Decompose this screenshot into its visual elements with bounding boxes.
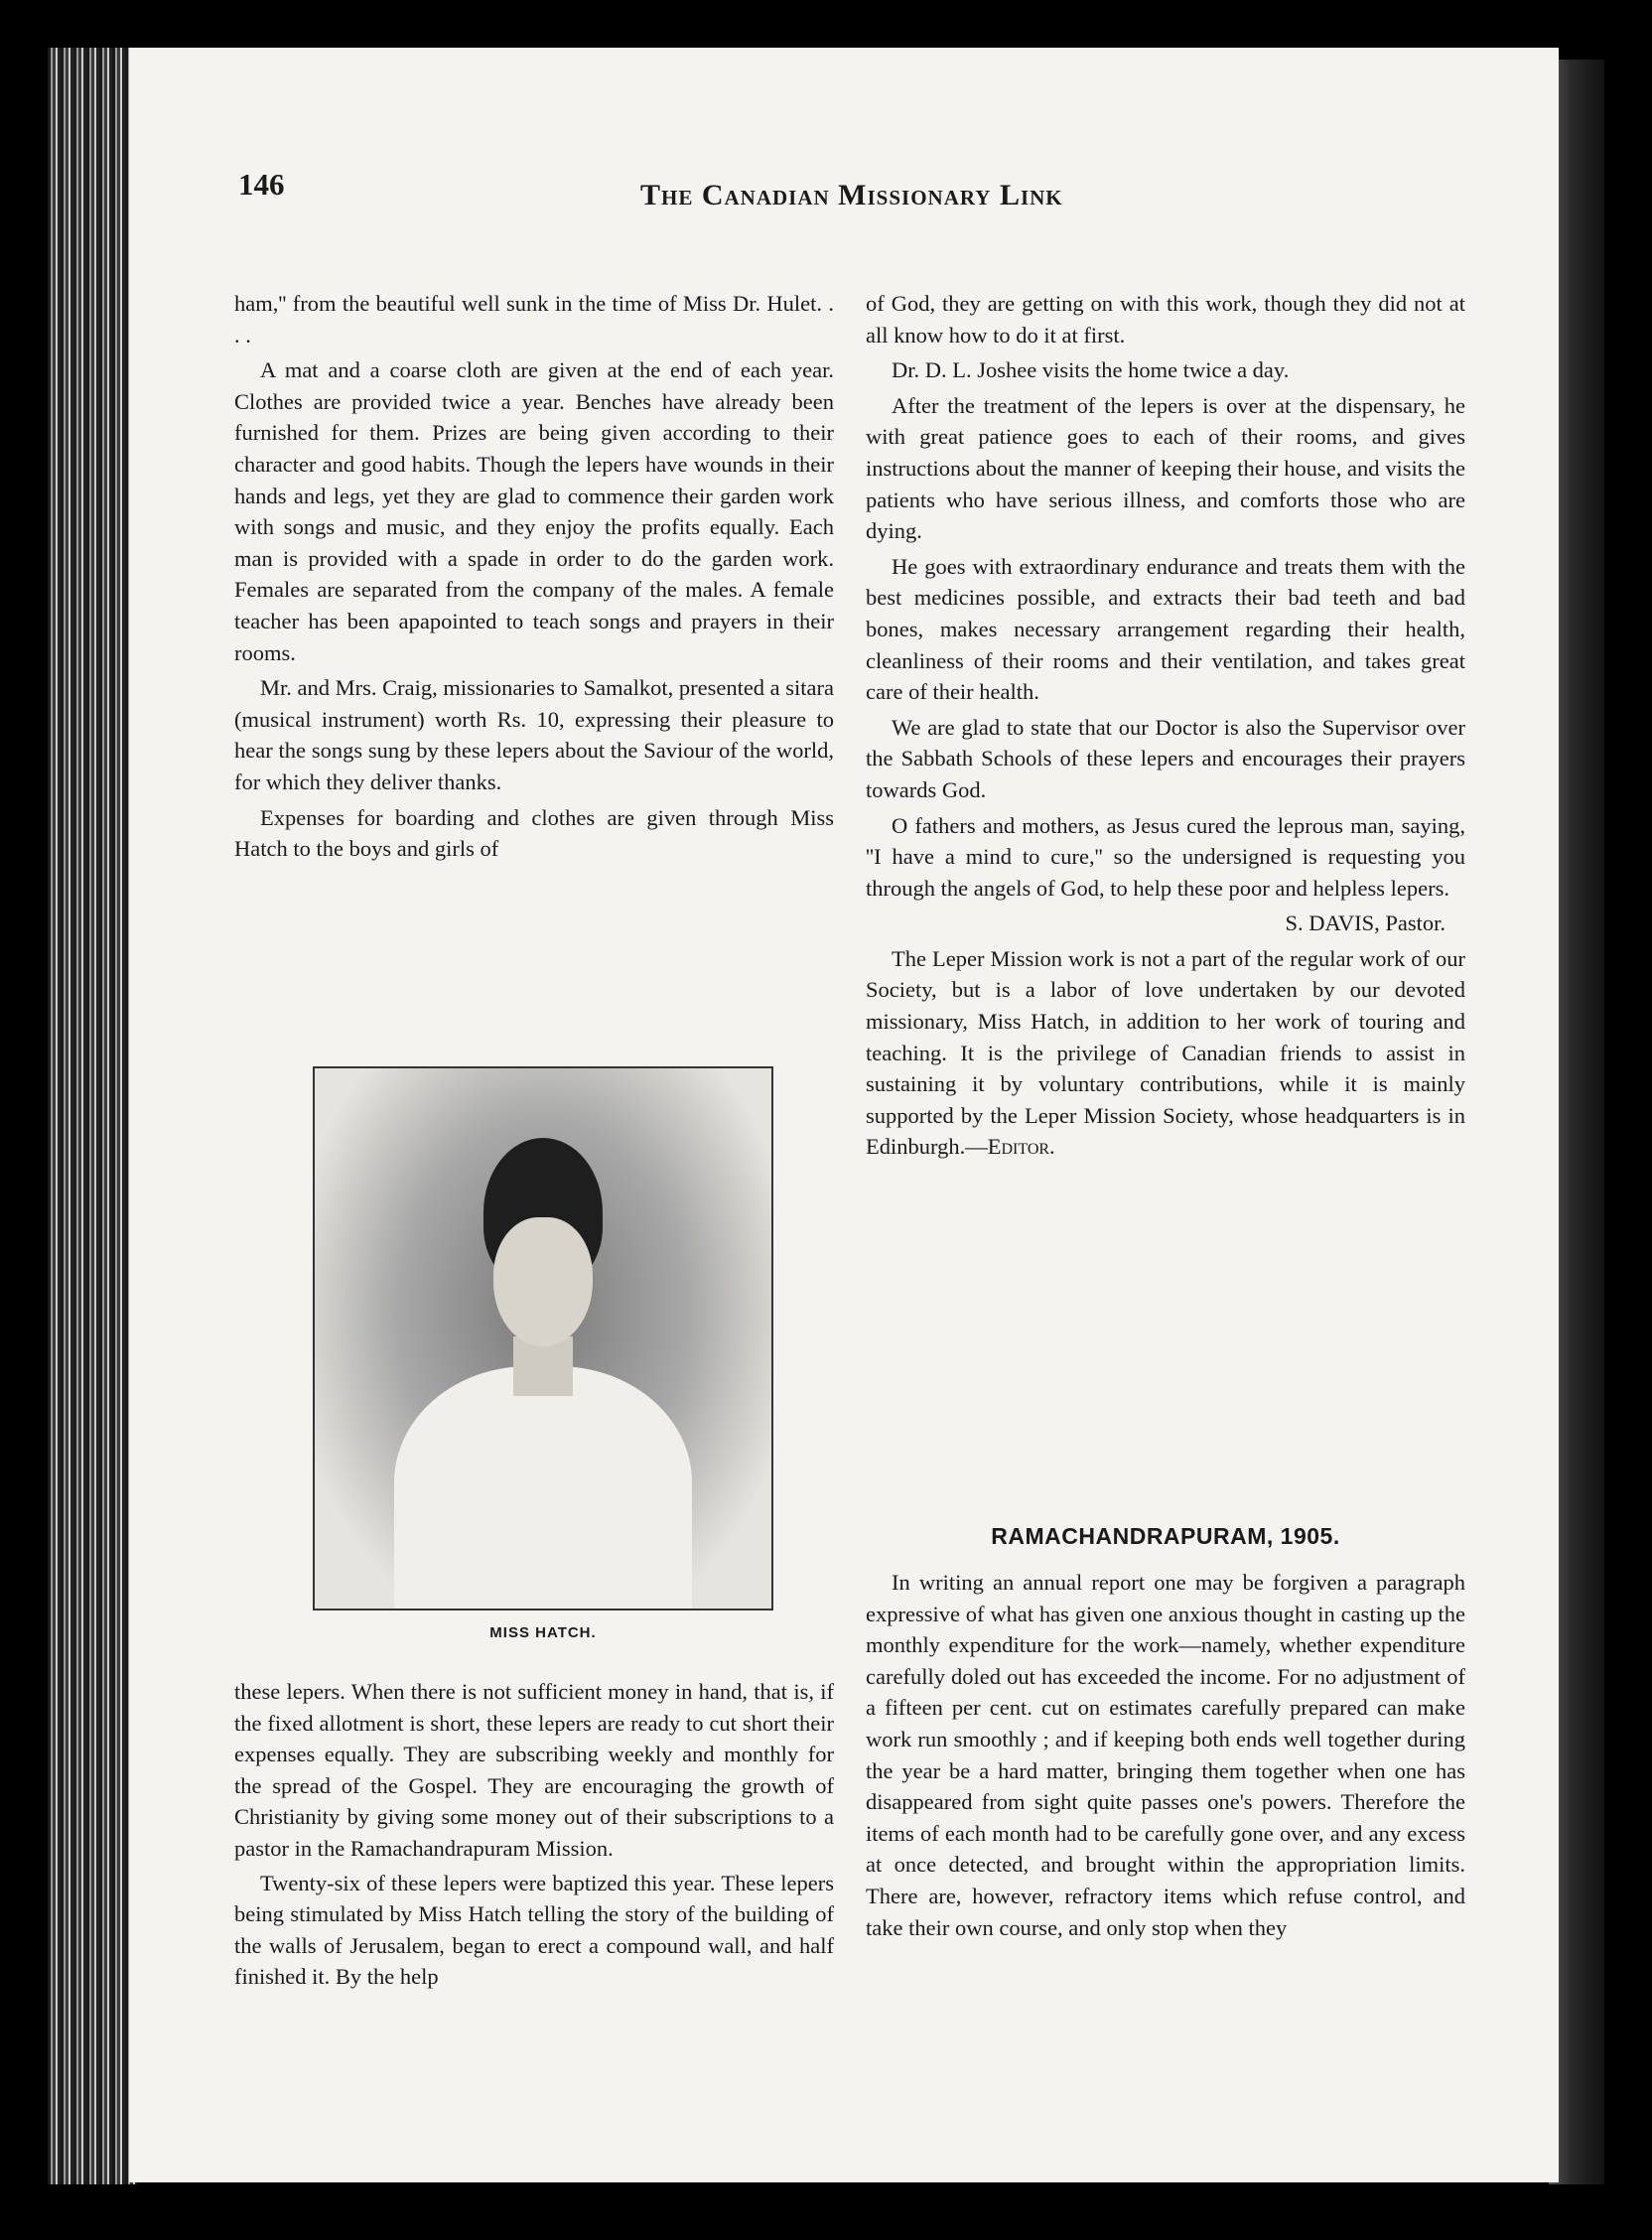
- paragraph: ham,'' from the beautiful well sunk in the time of Miss Dr. Hulet. . . .: [234, 291, 834, 348]
- paragraph: In writing an annual report one may be forgiven a paragraph expressive of what has given one anxious thought in casting up the monthly expenditure for the work—namely, whether expenditure carefully doled out has exceeded the income. For no adjustment of a fifteen per cent. cut on estimates carefully prepared can make work run smoothly ; and if keeping both ends well together during the year be a hard matter, bringing them together when one has disappeared from sight quite passes one's powers. Therefore the items of each month had to be carefully gone over, and any excess at once detected, and brought within the appropriation limits. There are, however, refractory items which refuse control, and take their own course, and only stop when they: [866, 1570, 1465, 1940]
- paragraph: He goes with extraordinary endurance and treats them with the best medicines possible, and extracts their bad teeth and bad bones, makes necessary arrangement regarding their health, cleanliness of their rooms and their ventilation, and takes great care of their health.: [866, 553, 1465, 705]
- right-column-bottom: [866, 1567, 1465, 1943]
- scan-edge: [48, 48, 137, 2184]
- page-number: 146: [238, 167, 285, 202]
- paragraph: these lepers. When there is not sufficient money in hand, that is, if the fixed allotment is short, these lepers are ready to cut short their expenses equally. They are subscribing weekly and monthly for the spread of the Gospel. They are encouraging the growth of Christianity by giving some money out of their subscriptions to a pastor in the Ramachandrapuram Mission.: [234, 1679, 834, 1861]
- section-heading: RAMACHANDRAPURAM, 1905.: [991, 1523, 1340, 1549]
- portrait-photo: [313, 1066, 773, 1610]
- paragraph: Twenty-six of these lepers were baptized this year. These lepers being stimulated by Miss Hatch telling the story of the building of the walls of Jerusalem, began to erect a compound wall, and half finished it. By the help: [234, 1870, 834, 1990]
- editor-sign: —Editor.: [965, 1134, 1055, 1160]
- editor-note-text: The Leper Mission work is not a part of the regular work of our Society, but is a labor of love undertaken by our devoted missionary, Miss Hatch, in addition to her work of touring and teaching. It is the privilege of Canadian friends to assist in sustaining it by voluntary contributions, while it is mainly supported by the Leper Mission Society, whose headquarters is in Edinburgh.: [866, 945, 1465, 1160]
- paragraph: A mat and a coarse cloth are given at the end of each year. Clothes are provided twice a year. Benches have already been furnished for them. Prizes are being given according to their character and good habits. Though the lepers have wounds in their hands and legs, yet they are glad to commence their garden work with songs and music, and they enjoy the profits equally. Each man is provided with a spade in order to do the garden work. Females are separated from the company of the males. A female teacher has been apapointed to teach songs and prayers in their rooms.: [234, 357, 834, 665]
- paragraph: O fathers and mothers, as Jesus cured the leprous man, saying, ''I have a mind to cure,'' so the undersigned is requesting you through the angels of God, to help these poor and helpless lepers.: [866, 812, 1465, 901]
- page: [129, 48, 1559, 2182]
- paragraph: Expenses for boarding and clothes are given through Miss Hatch to the boys and girls of: [234, 804, 834, 862]
- paragraph: Dr. D. L. Joshee visits the home twice a day.: [892, 357, 1290, 383]
- left-column-top: [234, 288, 834, 869]
- paragraph: of God, they are getting on with this work, though they did not at all know how to do it at first.: [866, 291, 1465, 348]
- right-column-top: [866, 288, 1465, 1167]
- running-title: The Canadian Missionary Link: [640, 179, 1063, 211]
- editor-note: [866, 943, 1465, 1163]
- photo-caption: MISS HATCH.: [489, 1624, 597, 1641]
- paragraph: Mr. and Mrs. Craig, missionaries to Samalkot, presented a sitara (musical instrument) worth Rs. 10, expressing their pleasure to hear the songs sung by these lepers about the Saviour of the world, for which they deliver thanks.: [234, 675, 835, 794]
- paragraph: After the treatment of the lepers is over at the dispensary, he with great patience goes to each of their rooms, and gives instructions about the manner of keeping their house, and visits the patients who have serious illness, and comforts those who are dying.: [866, 392, 1465, 544]
- left-column-bottom: [234, 1676, 834, 1996]
- signature: S. DAVIS, Pastor.: [1285, 910, 1446, 936]
- paragraph: We are glad to state that our Doctor is also the Supervisor over the Sabbath Schools of these lepers and encourages their prayers towards God.: [866, 714, 1465, 802]
